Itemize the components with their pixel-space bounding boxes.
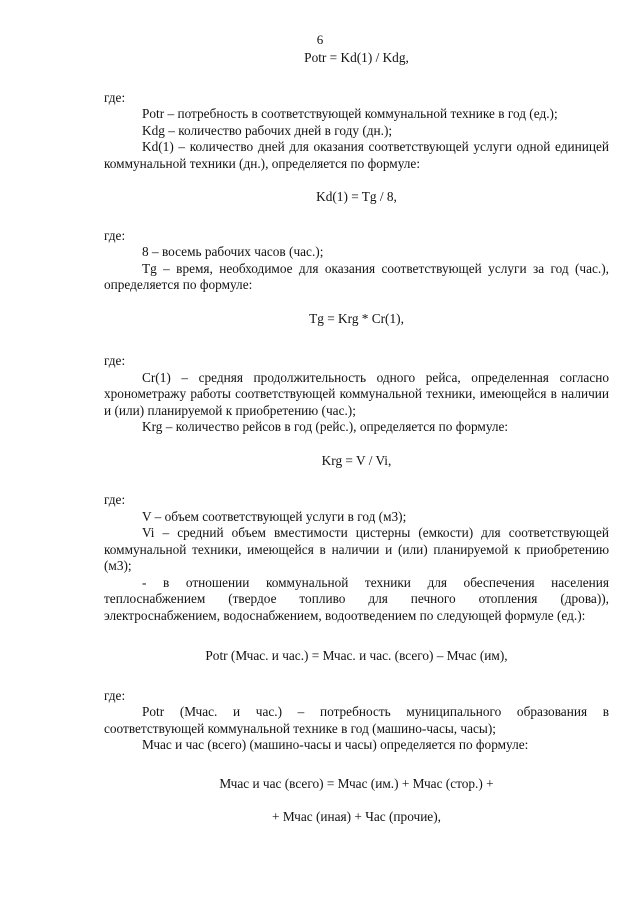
document-body [104,50,609,826]
formula-potr: Potr = Kd(1) / Kdg, [304,50,409,65]
definition-krg: Krg – количество рейсов в год (рейс.), определяется по формуле: [142,419,509,434]
where-label: где: [104,687,126,703]
definition-cr1: Cr(1) – средняя продолжительность одного рейса, определенная согласно хронометражу работы соответствующей коммунальной техники, имеющейся в наличии и (или) планируемой к приобретению (час.); [104,369,609,418]
page-number: 6 [316,32,324,47]
formula-krg: Krg = V / Vi, [321,452,392,468]
definition-eight-hours: 8 – восемь рабочих часов (час.); [142,244,324,259]
definition-total-hours: Мчас и час (всего) (машино-часы и часы) определяется по формуле: [142,737,529,752]
where-label: где: [104,492,126,507]
definition-v: V – объем соответствующей услуги в год (м3); [142,508,407,524]
formula-kd1: Kd(1) = Tg / 8, [316,189,397,204]
formula-total-hours-part1: Мчас и час (всего) = Мчас (им.) + Мчас (стор.) + [219,775,494,791]
where-label: где: [104,89,126,105]
definition-tg: Tg – время, необходимое для оказания соответствующей услуги за год (час.), определяется по формуле: [104,260,609,292]
where-label: где: [104,353,126,368]
formula-total-hours-part2: + Мчас (иная) + Час (прочие), [272,809,441,824]
where-label: где: [104,227,126,243]
definition-vi: Vi – средний объем вместимости цистерны (емкости) для соответствующей коммунальной техники, имеющейся в наличии и (или) планируемой к приобретению (м3); [104,525,609,573]
formula-tg: Tg = Krg * Cr(1), [309,310,404,326]
definition-potr: Potr – потребность в соответствующей коммунальной технике в год (ед.); [142,106,558,121]
formula-potr-machine-hours: Potr (Мчас. и час.) = Мчас. и час. (всего) – Мчас (им), [205,648,508,663]
definition-heating-note: - в отношении коммунальной техники для обеспечения населения теплоснабжением (твердое топливо для печного отопления (дрова)), электроснабжением, водоснабжением, водоотведением по следующей формуле (ед.): [104,574,609,623]
definition-kd1: Kd(1) – количество дней для оказания соответствующей услуги одной единицей коммунальной техники (дн.), определяется по формуле: [104,139,609,171]
definition-kdg: Kdg – количество рабочих дней в году (дн.); [142,122,393,138]
definition-potr-machine-hours: Potr (Мчас. и час.) – потребность муниципального образования в соответствующей коммунальной технике в год (машино-часы, часы); [104,704,609,736]
